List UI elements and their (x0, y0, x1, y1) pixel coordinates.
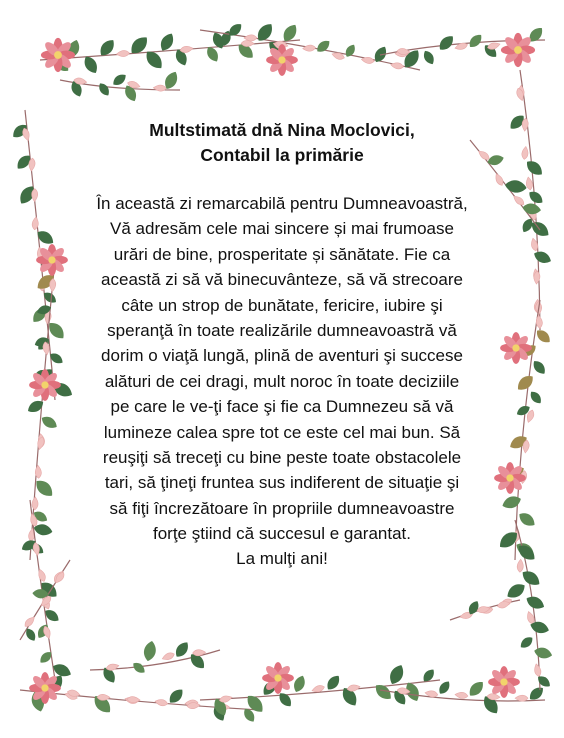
bud-icon (525, 177, 533, 191)
leaf-icon (523, 158, 545, 179)
bud-icon (37, 568, 47, 582)
bud-icon (517, 559, 524, 572)
leaf-icon (514, 372, 536, 393)
leaf-icon (437, 679, 453, 696)
leaf-icon (111, 72, 129, 88)
greeting-card (96, 118, 468, 571)
bud-icon (533, 663, 542, 677)
leaf-icon (528, 389, 544, 406)
bud-icon (241, 40, 254, 46)
bud-icon (455, 692, 469, 700)
leaf-icon (500, 494, 522, 511)
flower-icon (500, 332, 532, 364)
flower-icon (488, 666, 520, 698)
bud-icon (154, 698, 168, 707)
flower-icon (262, 662, 294, 694)
flower-icon (501, 33, 535, 67)
recipient-name: Multstimată dnă Nina Moclovici, (149, 120, 415, 140)
leaf-icon (314, 38, 332, 55)
flower-icon (494, 462, 526, 494)
leaf-icon (522, 202, 542, 215)
bud-icon (32, 497, 39, 510)
recipient-title: Contabil la primărie (200, 145, 364, 165)
message-text: În această zi remarcabilă pentru Dumneavoastră, Vă adresăm cele mai sincere și mai frumoase urări de bine, prosperitate și sănătate. Fie ca această zi să vă binecuvânteze, să vă strecoare câte un strop de bunătate, fericire, iubire şi speranţă în toate realizările dumneavoastră vă dorim o viaţă lungă, plină de aventuri şi succese alături de cei dragi, mult noroc în toate deciziile pe care le ve-ţi face şi fie ca Dumnezeu să vă lumineze calea spre tot ce este cel mai bun. Să reuşiţi să treceţi cu bine peste toate obstacolele tari, să ţineţi fruntea sus indiferent de situaţie şi să fiţi încrezătoare în propriile dumneavoastre forţe ştiind că succesul e garantat. (96, 194, 468, 544)
leaf-icon (504, 581, 528, 602)
leaf-icon (142, 640, 158, 662)
flower-icon (41, 38, 75, 72)
closing-text: La mulţi ani! (236, 548, 328, 568)
flower-icon (29, 369, 61, 401)
bud-icon (536, 315, 543, 329)
leaf-icon (39, 414, 59, 432)
leaf-icon (518, 634, 535, 650)
leaf-icon (24, 627, 38, 643)
leaf-icon (524, 593, 546, 611)
leaf-icon (533, 646, 553, 661)
leaf-icon (466, 678, 486, 699)
bud-icon (244, 35, 257, 41)
bud-icon (116, 50, 129, 57)
leaf-icon (97, 81, 112, 98)
bud-icon (390, 62, 404, 70)
flower-icon (36, 244, 68, 276)
leaf-icon (166, 686, 186, 706)
leaf-icon (532, 249, 553, 266)
leaf-icon (324, 673, 342, 692)
leaf-icon (516, 510, 537, 529)
leaf-icon (421, 49, 436, 67)
flower-icon (266, 44, 298, 76)
leaf-icon (527, 189, 546, 207)
leaf-icon (486, 153, 505, 167)
flower-icon (29, 672, 61, 704)
leaf-icon (531, 358, 548, 376)
leaf-icon (534, 327, 553, 346)
bud-icon (161, 651, 175, 662)
bud-icon (23, 615, 36, 629)
bud-icon (302, 45, 315, 52)
bud-icon (521, 146, 529, 160)
leaf-icon (387, 662, 407, 686)
bud-icon (515, 695, 528, 701)
leaf-icon (504, 179, 527, 194)
leaf-icon (291, 674, 307, 694)
leaf-icon (436, 33, 456, 53)
leaf-icon (467, 32, 485, 50)
leaf-icon (173, 639, 192, 659)
bud-icon (494, 172, 505, 186)
